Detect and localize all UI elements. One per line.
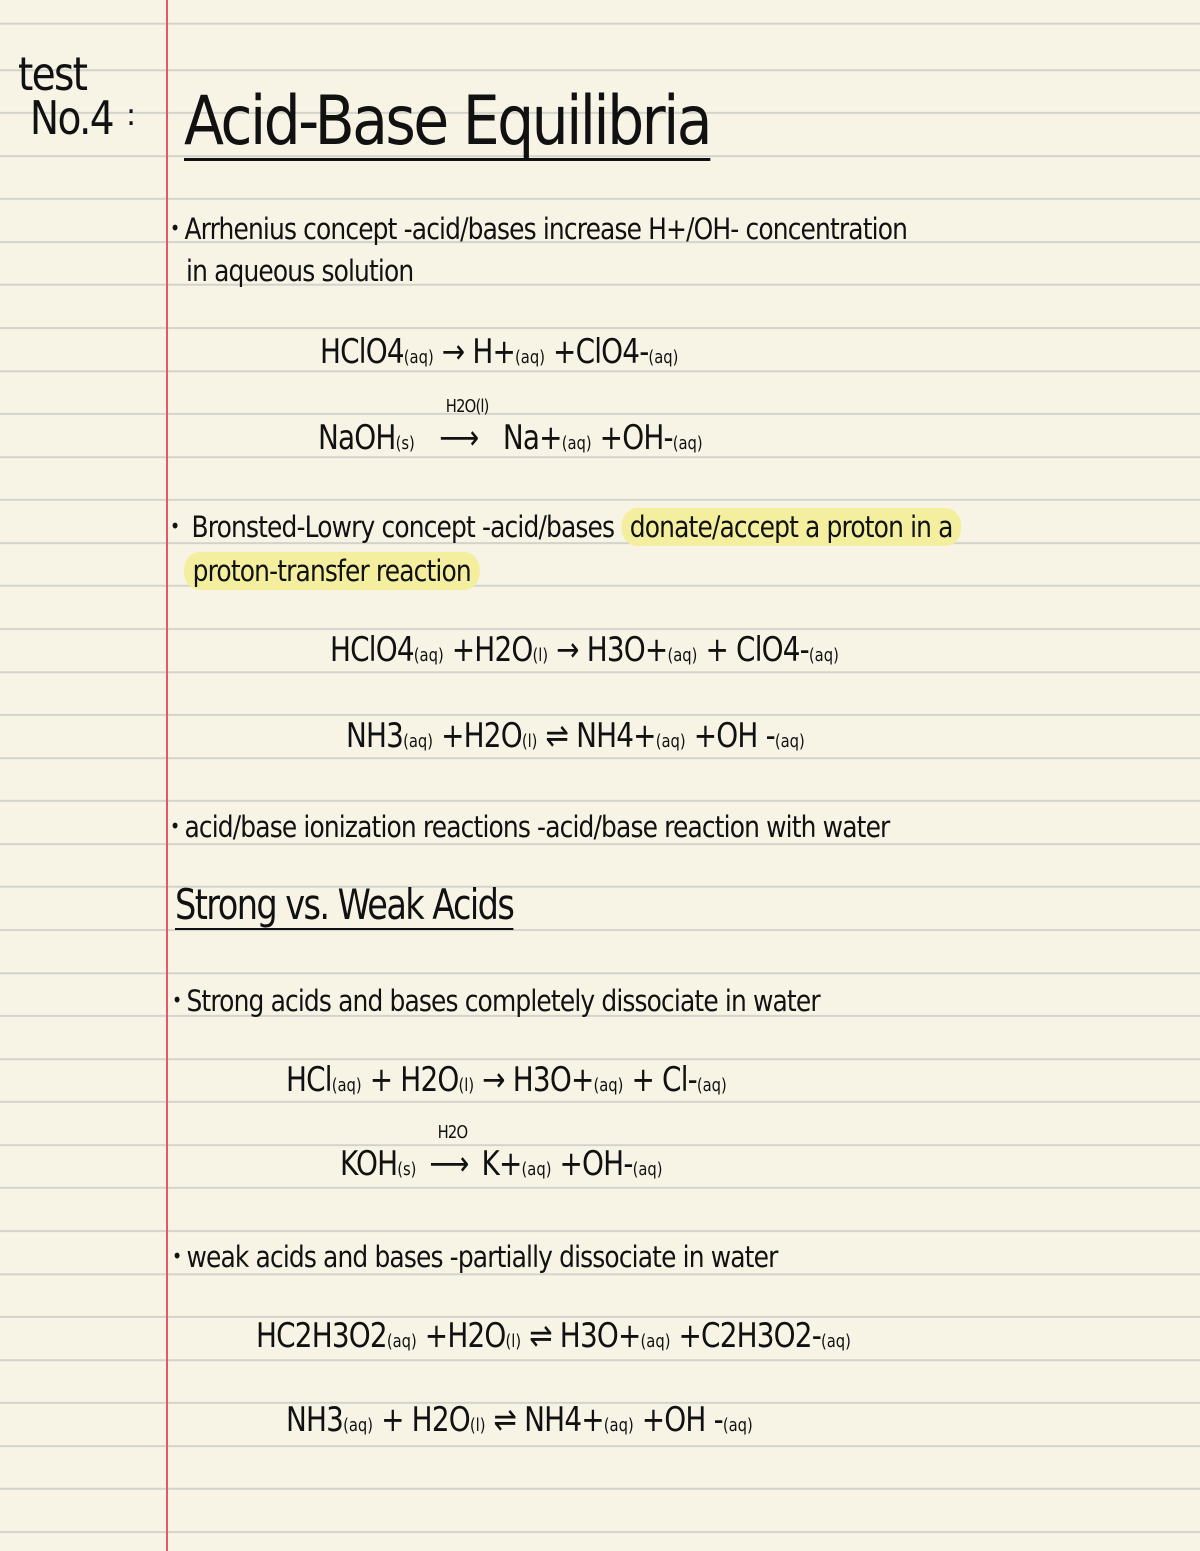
- equation-hclo4-water: [330, 630, 839, 670]
- eq-state: (aq): [722, 1415, 753, 1436]
- eq-term: +H2O: [424, 1316, 506, 1356]
- page-title: Acid-Base Equilibria: [184, 82, 711, 161]
- eq-arrow: ⇌: [545, 716, 569, 756]
- eq-state: (aq): [343, 1415, 374, 1436]
- eq-state: (aq): [593, 1075, 624, 1096]
- eq-arrow: →: [556, 630, 579, 670]
- margin-line: [166, 0, 168, 1551]
- equation-nh3-water: [346, 716, 805, 756]
- eq-state: (s): [397, 1159, 417, 1180]
- eq-term: NH4+: [576, 716, 656, 756]
- eq-arrow: ⟶: [429, 1144, 469, 1184]
- eq-state: (aq): [521, 1159, 552, 1180]
- test-label: [18, 47, 113, 145]
- note-text: Bronsted-Lowry concept -acid/bases: [191, 510, 615, 544]
- eq-arrow: ⇌: [493, 1400, 517, 1440]
- section-heading: Strong vs. Weak Acids: [175, 880, 514, 929]
- eq-term: +OH-: [559, 1144, 633, 1184]
- note-arrhenius-line2: in aqueous solution: [186, 254, 414, 288]
- equation-hclo4-dissociation: [320, 332, 678, 372]
- eq-term: HCl: [286, 1060, 332, 1100]
- eq-term: HClO4: [320, 332, 404, 372]
- eq-arrow: ⟶: [439, 418, 479, 458]
- eq-term: HClO4: [330, 630, 414, 670]
- eq-state: (l): [521, 731, 538, 752]
- eq-state: (aq): [667, 645, 698, 666]
- eq-state: (l): [505, 1331, 522, 1352]
- eq-term: +OH -: [693, 716, 775, 756]
- eq-state: (l): [469, 1415, 486, 1436]
- eq-term: H3O+: [512, 1060, 594, 1100]
- eq-state: (aq): [403, 347, 434, 368]
- eq-state: (aq): [403, 731, 434, 752]
- eq-term: +ClO4-: [553, 332, 649, 372]
- equation-acetic-acid-water: [256, 1316, 851, 1356]
- eq-arrow: →: [482, 1060, 505, 1100]
- eq-state: (aq): [672, 433, 703, 454]
- note-bronsted-lowry-line2: [184, 554, 479, 588]
- eq-term: H3O+: [586, 630, 668, 670]
- eq-state: (aq): [648, 347, 679, 368]
- test-label-line1: test: [18, 47, 87, 101]
- eq-state: (aq): [603, 1415, 634, 1436]
- eq-term: NaOH: [318, 418, 396, 458]
- eq-state: (l): [458, 1075, 475, 1096]
- eq-state: (aq): [640, 1331, 671, 1352]
- eq-term: KOH: [340, 1144, 398, 1184]
- note-arrhenius-line1: • Arrhenius concept -acid/bases increase H+/OH- concentration: [170, 212, 907, 246]
- eq-state: (aq): [632, 1159, 663, 1180]
- equation-hcl-water: [286, 1060, 727, 1100]
- eq-state: (aq): [820, 1331, 851, 1352]
- eq-term: H+: [472, 332, 516, 372]
- eq-state: (l): [532, 645, 549, 666]
- eq-state: (aq): [515, 347, 545, 368]
- eq-state: (aq): [774, 731, 805, 752]
- eq-term: Na+: [502, 418, 562, 458]
- eq-term: HC2H3O2: [256, 1316, 387, 1356]
- eq-arrow: →: [441, 332, 465, 372]
- eq-state: (aq): [331, 1075, 362, 1096]
- eq-arrow-label: H2O(l): [445, 396, 489, 417]
- eq-state: (s): [395, 433, 415, 454]
- eq-arrow: ⇌: [529, 1316, 552, 1356]
- highlighted-text: proton-transfer reaction: [184, 552, 479, 590]
- eq-term: +OH-: [599, 418, 673, 458]
- eq-state: (aq): [808, 645, 839, 666]
- eq-state: (aq): [696, 1075, 727, 1096]
- eq-term: + H2O: [381, 1400, 470, 1440]
- test-label-colon: :: [126, 98, 137, 133]
- eq-term: + Cl-: [631, 1060, 697, 1100]
- note-strong-acids: • Strong acids and bases completely dissociate in water: [172, 984, 820, 1018]
- eq-state: (aq): [386, 1331, 417, 1352]
- eq-arrow-with-label: [439, 396, 489, 458]
- eq-term: H3O+: [559, 1316, 641, 1356]
- note-bronsted-lowry: [170, 510, 961, 544]
- equation-nh3-water-2: [286, 1400, 753, 1440]
- equation-naoh-dissociation: [318, 396, 703, 458]
- eq-term: +H2O: [441, 716, 522, 756]
- note-ionization-reactions: • acid/base ionization reactions -acid/base reaction with water: [170, 810, 889, 844]
- eq-term: NH4+: [524, 1400, 604, 1440]
- eq-term: + H2O: [369, 1060, 459, 1100]
- eq-term: NH3: [286, 1400, 344, 1440]
- eq-term: + ClO4-: [705, 630, 809, 670]
- eq-state: (aq): [561, 433, 592, 454]
- note-weak-acids: • weak acids and bases -partially dissociate in water: [172, 1240, 777, 1274]
- eq-term: +C2H3O2-: [678, 1316, 821, 1356]
- equation-koh-dissociation: [340, 1122, 663, 1184]
- eq-state: (aq): [413, 645, 444, 666]
- eq-state: (aq): [655, 731, 686, 752]
- eq-arrow-label: H2O: [437, 1122, 468, 1143]
- test-label-line2: No.4: [29, 91, 113, 145]
- highlighted-text: donate/accept a proton in a: [621, 508, 961, 546]
- eq-term: NH3: [346, 716, 404, 756]
- eq-term: +OH -: [641, 1400, 723, 1440]
- eq-arrow-with-label: [429, 1122, 469, 1184]
- eq-term: +H2O: [451, 630, 533, 670]
- eq-term: K+: [481, 1144, 522, 1184]
